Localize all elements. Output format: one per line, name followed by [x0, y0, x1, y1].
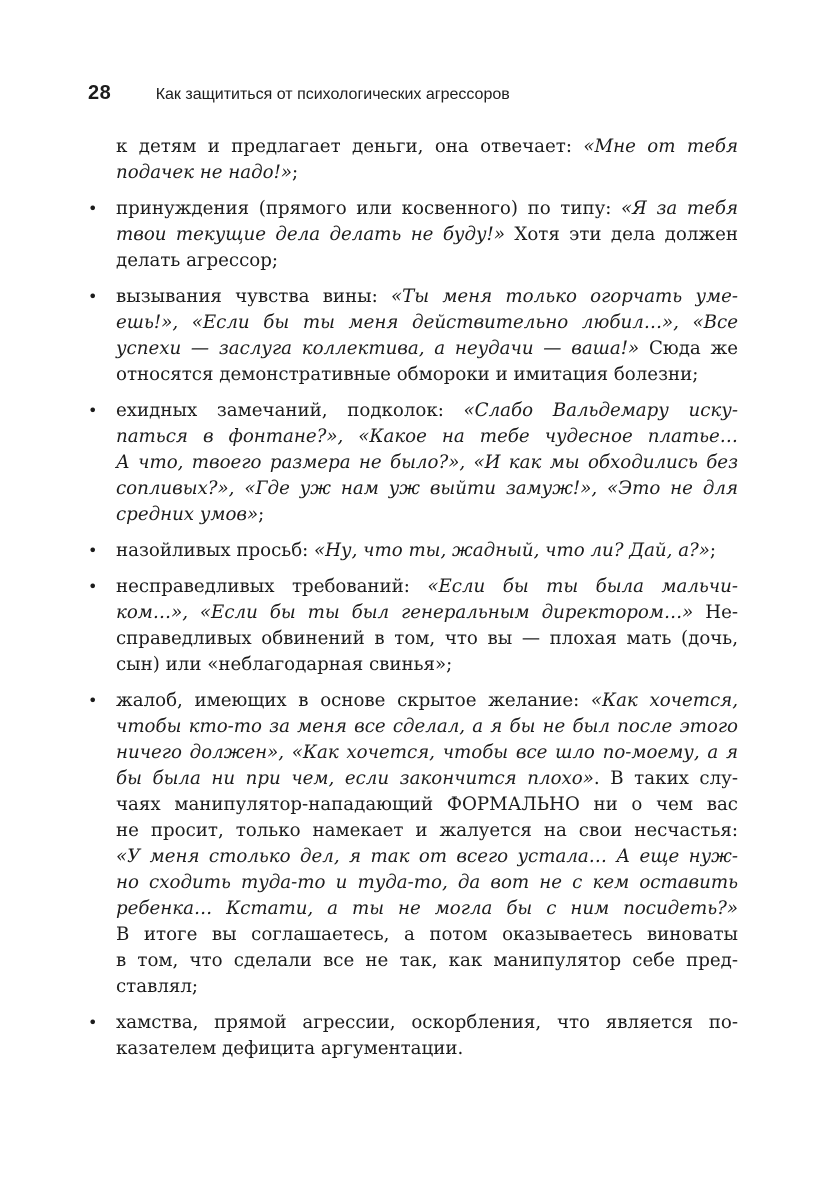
bullet-marker: • [88, 287, 98, 306]
bullet-marker: • [88, 541, 98, 560]
body-text: ехидных замечаний, подколок: [116, 400, 464, 421]
text-line [88, 844, 738, 870]
body-text: В итоге вы соглашаетесь, а потом оказываетесь виноваты [116, 924, 738, 945]
body-text: жалоб, имеющих в основе скрытое желание: [116, 690, 591, 711]
quote-text: «Слабо Вальдемару иску- [463, 400, 738, 421]
body-text: казателем дефицита аргументации. [116, 1038, 464, 1059]
text-line [88, 688, 738, 714]
running-title: Как защититься от психологических агрессоров [155, 86, 510, 103]
text-line [88, 652, 738, 678]
body-text: в том, что сделали все не так, как манипулятор себе пред- [116, 950, 738, 971]
quote-text: ком…», «Если бы ты был генеральным директором…» [116, 602, 694, 623]
quote-text: сопливых?», «Где уж нам уж выйти замуж!», «Это не для [116, 478, 738, 499]
body-text: принуждения (прямого или косвенного) по типу: [116, 198, 622, 219]
quote-text: «Мне от тебя [583, 136, 739, 157]
text-line [88, 450, 738, 476]
text-line [88, 1036, 738, 1062]
text-line [88, 714, 738, 740]
body-text: относятся демонстративные обмороки и имитация болезни; [116, 364, 699, 385]
quote-text: «Я за тебя [621, 198, 739, 219]
quote-text: «Ты меня только огорчать уме- [391, 286, 738, 307]
page-body [88, 134, 738, 1062]
body-text: справедливых обвинений в том, что вы — плохая мать (дочь, [116, 628, 738, 649]
text-line [88, 574, 738, 600]
body-text: ; [709, 540, 717, 561]
bullet-marker: • [88, 1013, 98, 1032]
quote-text: ребенка… Кстати, а ты не могла бы с ним посидеть?» [116, 898, 738, 919]
quote-text: паться в фонтане?», «Какое на тебе чудесное платье… [116, 426, 738, 447]
quote-text: средних умов» [116, 504, 259, 525]
quote-text: «У меня столько дел, я так от всего устала… А еще нуж- [116, 846, 738, 867]
quote-text: но сходить туда-то и туда-то, да вот не с кем оставить [116, 872, 738, 893]
text-line [88, 922, 738, 948]
body-text: ; [258, 504, 265, 525]
quote-text: ешь!», «Если бы ты меня действительно любил…», «Все [116, 312, 738, 333]
text-line [88, 896, 738, 922]
text-line [88, 222, 738, 248]
quote-text: «Как хочется, [590, 690, 739, 711]
body-text: Сюда же [639, 338, 738, 359]
text-line [88, 974, 738, 1000]
page-number: 28 [88, 82, 112, 104]
quote-text: «Если бы ты была мальчи- [427, 576, 738, 597]
body-text: хамства, прямой агрессии, оскорбления, что является по- [116, 1012, 738, 1033]
text-line [88, 600, 738, 626]
bullet-marker: • [88, 691, 98, 710]
text-line [88, 310, 738, 336]
text-line [88, 398, 738, 424]
quote-text: чтобы кто-то за меня все сделал, а я бы не был после этого [116, 716, 738, 737]
body-text: несправедливых требований: [116, 576, 428, 597]
body-text: к детям и предлагает деньги, она отвечает: [116, 136, 584, 157]
text-line [88, 196, 738, 222]
quote-text: А что, твоего размера не было?», «И как мы обходились без [116, 452, 738, 473]
text-line [88, 248, 738, 274]
text-line [88, 870, 738, 896]
text-line [88, 766, 738, 792]
bullet-marker: • [88, 577, 98, 596]
text-line [88, 476, 738, 502]
bullet-marker: • [88, 401, 98, 420]
quote-text: ничего должен», «Как хочется, чтобы все шло по-моему, а я [116, 742, 738, 763]
text-line [88, 160, 738, 186]
body-text: делать агрессор; [116, 250, 278, 271]
text-line [88, 818, 738, 844]
body-text: сын) или «неблагодарная свинья»; [116, 654, 453, 675]
body-text: . В таких слу- [593, 768, 738, 789]
body-text: Не- [693, 602, 738, 623]
text-line [88, 336, 738, 362]
text-line [88, 792, 738, 818]
text-line [88, 502, 738, 528]
text-line [88, 284, 738, 310]
body-text: назойливых просьб: [116, 540, 315, 561]
text-line [88, 538, 738, 564]
quote-text: «Ну, что ты, жадный, что ли? Дай, а?» [314, 540, 710, 561]
text-line [88, 948, 738, 974]
body-text: ; [292, 162, 299, 183]
body-text: ставлял; [116, 976, 199, 997]
bullet-marker: • [88, 199, 98, 218]
body-text: чаях манипулятор-нападающий ФОРМАЛЬНО ни о чем вас [116, 794, 738, 815]
body-text: вызывания чувства вины: [116, 286, 392, 307]
text-line [88, 134, 738, 160]
page-header [88, 82, 510, 112]
text-line [88, 740, 738, 766]
text-line [88, 362, 738, 388]
text-line [88, 424, 738, 450]
quote-text: бы была ни при чем, если закончится плохо» [116, 768, 594, 789]
body-text: Хотя эти дела должен [504, 224, 738, 245]
quote-text: твои текущие дела делать не буду!» [116, 224, 505, 245]
quote-text: успехи — заслуга коллектива, а неудачи — ваша!» [116, 338, 640, 359]
text-line [88, 626, 738, 652]
quote-text: подачек не надо!» [116, 162, 293, 183]
body-text: не просит, только намекает и жалуется на свои несчастья: [116, 820, 738, 841]
text-line [88, 1010, 738, 1036]
